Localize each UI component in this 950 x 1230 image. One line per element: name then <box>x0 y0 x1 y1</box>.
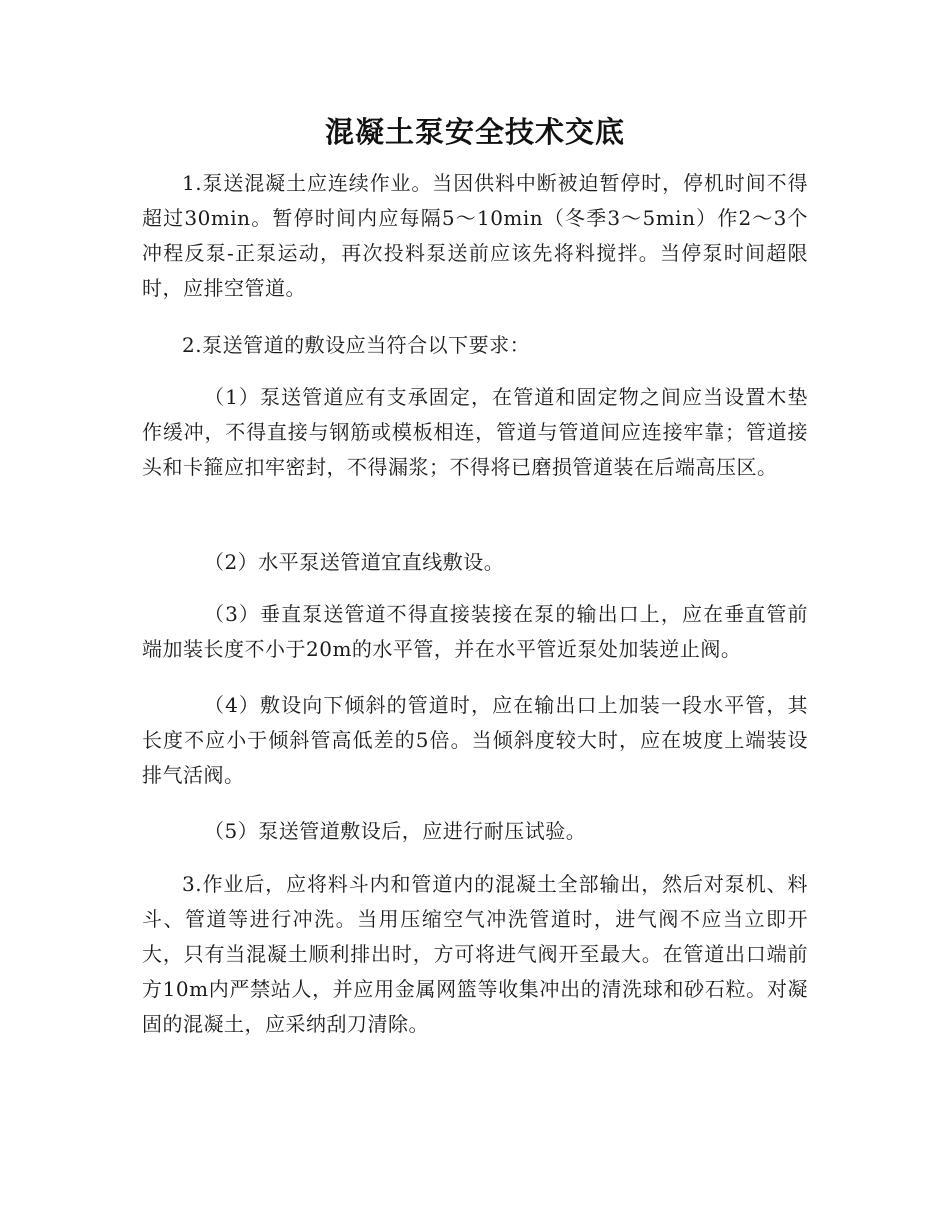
sub-item-1-pipe-support: （1）泵送管道应有支承固定，在管道和固定物之间应当设置木垫作缓冲，不得直接与钢筋或模板相连，管道与管道间应连接牢靠；管道接头和卡箍应扣牢密封，不得漏浆；不得将已磨损管道装在后端高压区。 <box>142 385 808 479</box>
sub-item-3-vertical-pipe: （3）垂直泵送管道不得直接装接在泵的输出口上，应在垂直管前端加装长度不小于20m的水平管，并在水平管近泵处加装逆止阀。 <box>142 602 808 661</box>
paragraph-2-pipe-laying-requirements: 2.泵送管道的敷设应当符合以下要求： <box>182 333 531 357</box>
paragraph-1-continuous-pumping: 1.泵送混凝土应连续作业。当因供料中断被迫暂停时，停机时间不得超过30min。暂停时间内应每隔5～10min（冬季3～5min）作2～3个冲程反泵-正泵运动，再次投料泵送前应该先将料搅拌。当停泵时间超限时，应排空管道。 <box>142 171 808 300</box>
paragraph-3-after-work-cleaning: 3.作业后，应将料斗内和管道内的混凝土全部输出，然后对泵机、料斗、管道等进行冲洗。当用压缩空气冲洗管道时，进气阀不应当立即开大，只有当混凝土顺利排出时，方可将进气阀开至最大。在管道出口端前方10m内严禁站人，并应用金属网篮等收集冲出的清洗球和砂石粒。对凝固的混凝土，应采纳刮刀清除。 <box>142 872 808 1036</box>
sub-item-5-pressure-test: （5）泵送管道敷设后，应进行耐压试验。 <box>204 819 587 843</box>
sub-item-2-horizontal-pipe: （2）水平泵送管道宜直线敷设。 <box>204 550 505 574</box>
sub-item-4-inclined-pipe: （4）敷设向下倾斜的管道时，应在输出口上加装一段水平管，其长度不应小于倾斜管高低差的5倍。当倾斜度较大时，应在坡度上端装设排气活阀。 <box>142 693 808 787</box>
document-title: 混凝土泵安全技术交底 <box>324 115 625 149</box>
